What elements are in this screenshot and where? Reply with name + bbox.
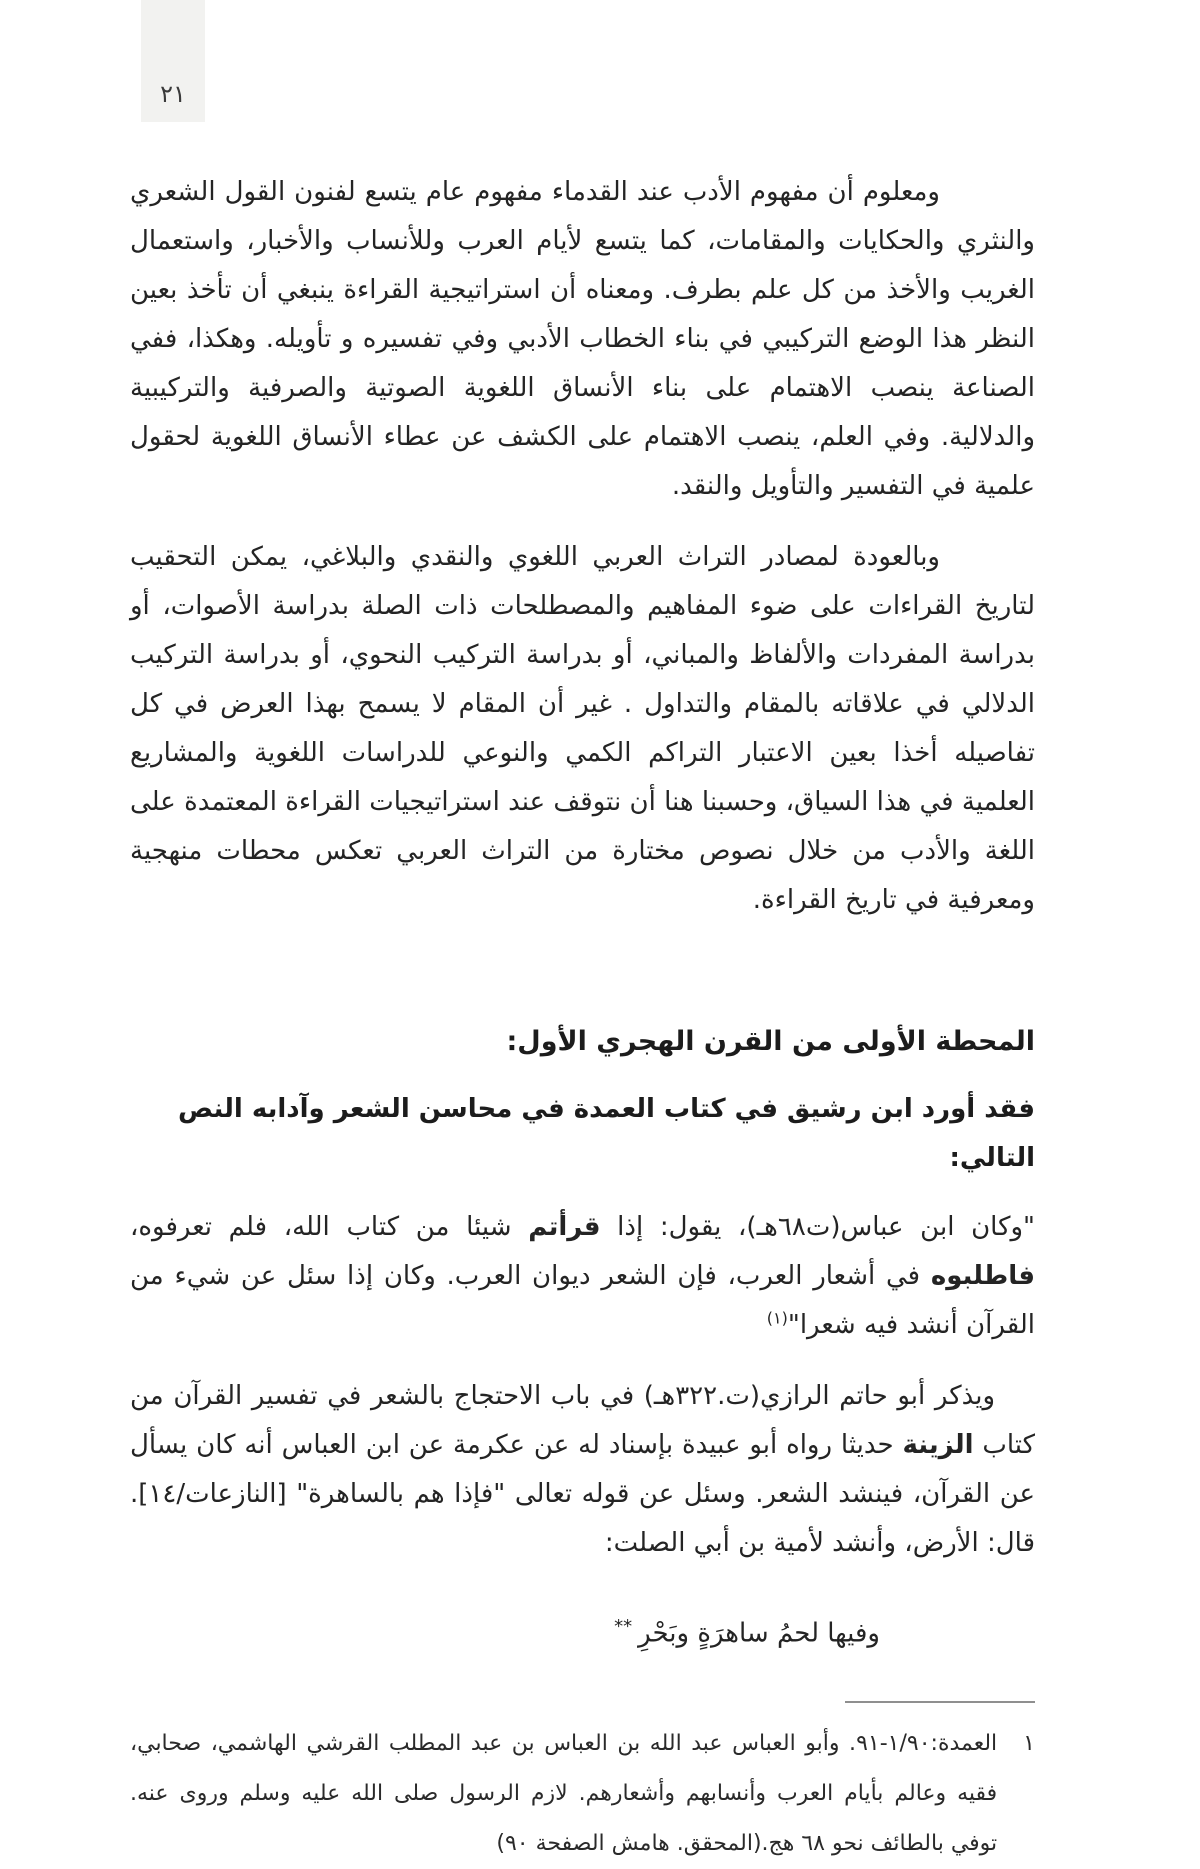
verse-text: وفيها لحمُ ساهرَةٍ وبَحْرِ (638, 1618, 880, 1649)
section-heading-first-station: المحطة الأولى من القرن الهجري الأول: (506, 1026, 1035, 1057)
quote-ibn-abbas (130, 1203, 1035, 1350)
page-number: ٢١ (160, 80, 186, 108)
quote-text-3: في أشعار العرب، فإن الشعر ديوان العرب. وكان إذا سئل عن شيء من القرآن أنشد فيه شعرا" (130, 1261, 1035, 1340)
page-number-box (141, 0, 205, 122)
footnote-separator-line (845, 1701, 1035, 1703)
footnote (130, 1719, 1035, 1869)
paragraph-turath-sources: وبالعودة لمصادر التراث العربي اللغوي والنقدي والبلاغي، يمكن التحقيب لتاريخ القراءات على ضوء المفاهيم والمصطلحات ذات الصلة بدراسة الأصوات، أو بدراسة المفردات والألفاظ والمباني، أو بدراسة التركيب النحوي، أو بدراسة التركيب الدلالي في علاقاته بالمقام والتداول . غير أن المقام لا يسمح بهذا العرض في كل تفاصيله أخذا بعين الاعتبار التراكم الكمي والنوعي للدراسات اللغوية والمشاريع العلمية في هذا السياق، وحسبنا هنا أن نتوقف عند استراتيجيات القراءة المعتمدة على اللغة والأدب من خلال نصوص مختارة من التراث العربي تعكس محطات منهجية ومعرفية في تاريخ القراءة. (130, 542, 1035, 915)
verse-asterisk-marker: ** (614, 1616, 633, 1637)
quote-bold-qaratum: قرأتم (528, 1212, 601, 1242)
quote-text-1: "وكان ابن عباس(ت٦٨هـ)، يقول: إذا (600, 1212, 1035, 1242)
lead-ibn-rashiq: فقد أورد ابن رشيق في كتاب العمدة في محاسن الشعر وآدابه النص التالي: (178, 1094, 1035, 1173)
footnote-reference-mark: (١) (766, 1308, 788, 1328)
razi-text-2: حديثا رواه أبو عبيدة بإسناد له عن عكرمة عن ابن العباس أنه كان يسأل عن القرآن، فينشد الشعر. وسئل عن قوله تعالى "فإذا هم بالساهرة" [النازعات/١٤]. قال: الأرض، وأنشد لأمية بن أبي الصلت: (130, 1430, 1035, 1558)
footnote-text: العمدة:١/٩٠-٩١. وأبو العباس عبد الله بن العباس بن عبد المطلب القرشي الهاشمي، صحابي، فقيه وعالم بأيام العرب وأنسابهم وأشعارهم. لازم الرسول صلى الله عليه وسلم وروى عنه. توفي بالطائف نحو ٦٨ هج.(المحقق. هامش الصفحة ٩٠) (130, 1730, 998, 1856)
poetry-verse (130, 1602, 1035, 1659)
razi-bold-zina: الزينة (902, 1430, 974, 1460)
paragraph-adab-concept: ومعلوم أن مفهوم الأدب عند القدماء مفهوم عام يتسع لفنون القول الشعري والنثري والحكايات والمقامات، كما يتسع لأيام العرب وللأنساب والأخبار، واستعمال الغريب والأخذ من كل علم بطرف. ومعناه أن استراتيجية القراءة ينبغي أن تأخذ بعين النظر هذا الوضع التركيبي في بناء الخطاب الأدبي وفي تفسيره و تأويله. وهكذا، ففي الصناعة ينصب الاهتمام على بناء الأنساق اللغوية الصوتية والصرفية والتركيبية والدلالية. وفي العلم، ينصب الاهتمام على الكشف عن عطاء الأنساق اللغوية لحقول علمية في التفسير والتأويل والنقد. (130, 177, 1035, 501)
quote-bold-fatlubuh: فاطلبوه (930, 1261, 1035, 1291)
paragraph-abu-hatim-razi (130, 1372, 1035, 1568)
quote-text-2: شيئا من كتاب الله، فلم تعرفوه، (130, 1212, 529, 1242)
razi-text-1: ويذكر أبو حاتم الرازي(ت.٣٢٢هـ) في باب الاحتجاج بالشعر في تفسير القرآن من كتاب (130, 1381, 1035, 1460)
footnote-number: ١ (1023, 1730, 1035, 1756)
